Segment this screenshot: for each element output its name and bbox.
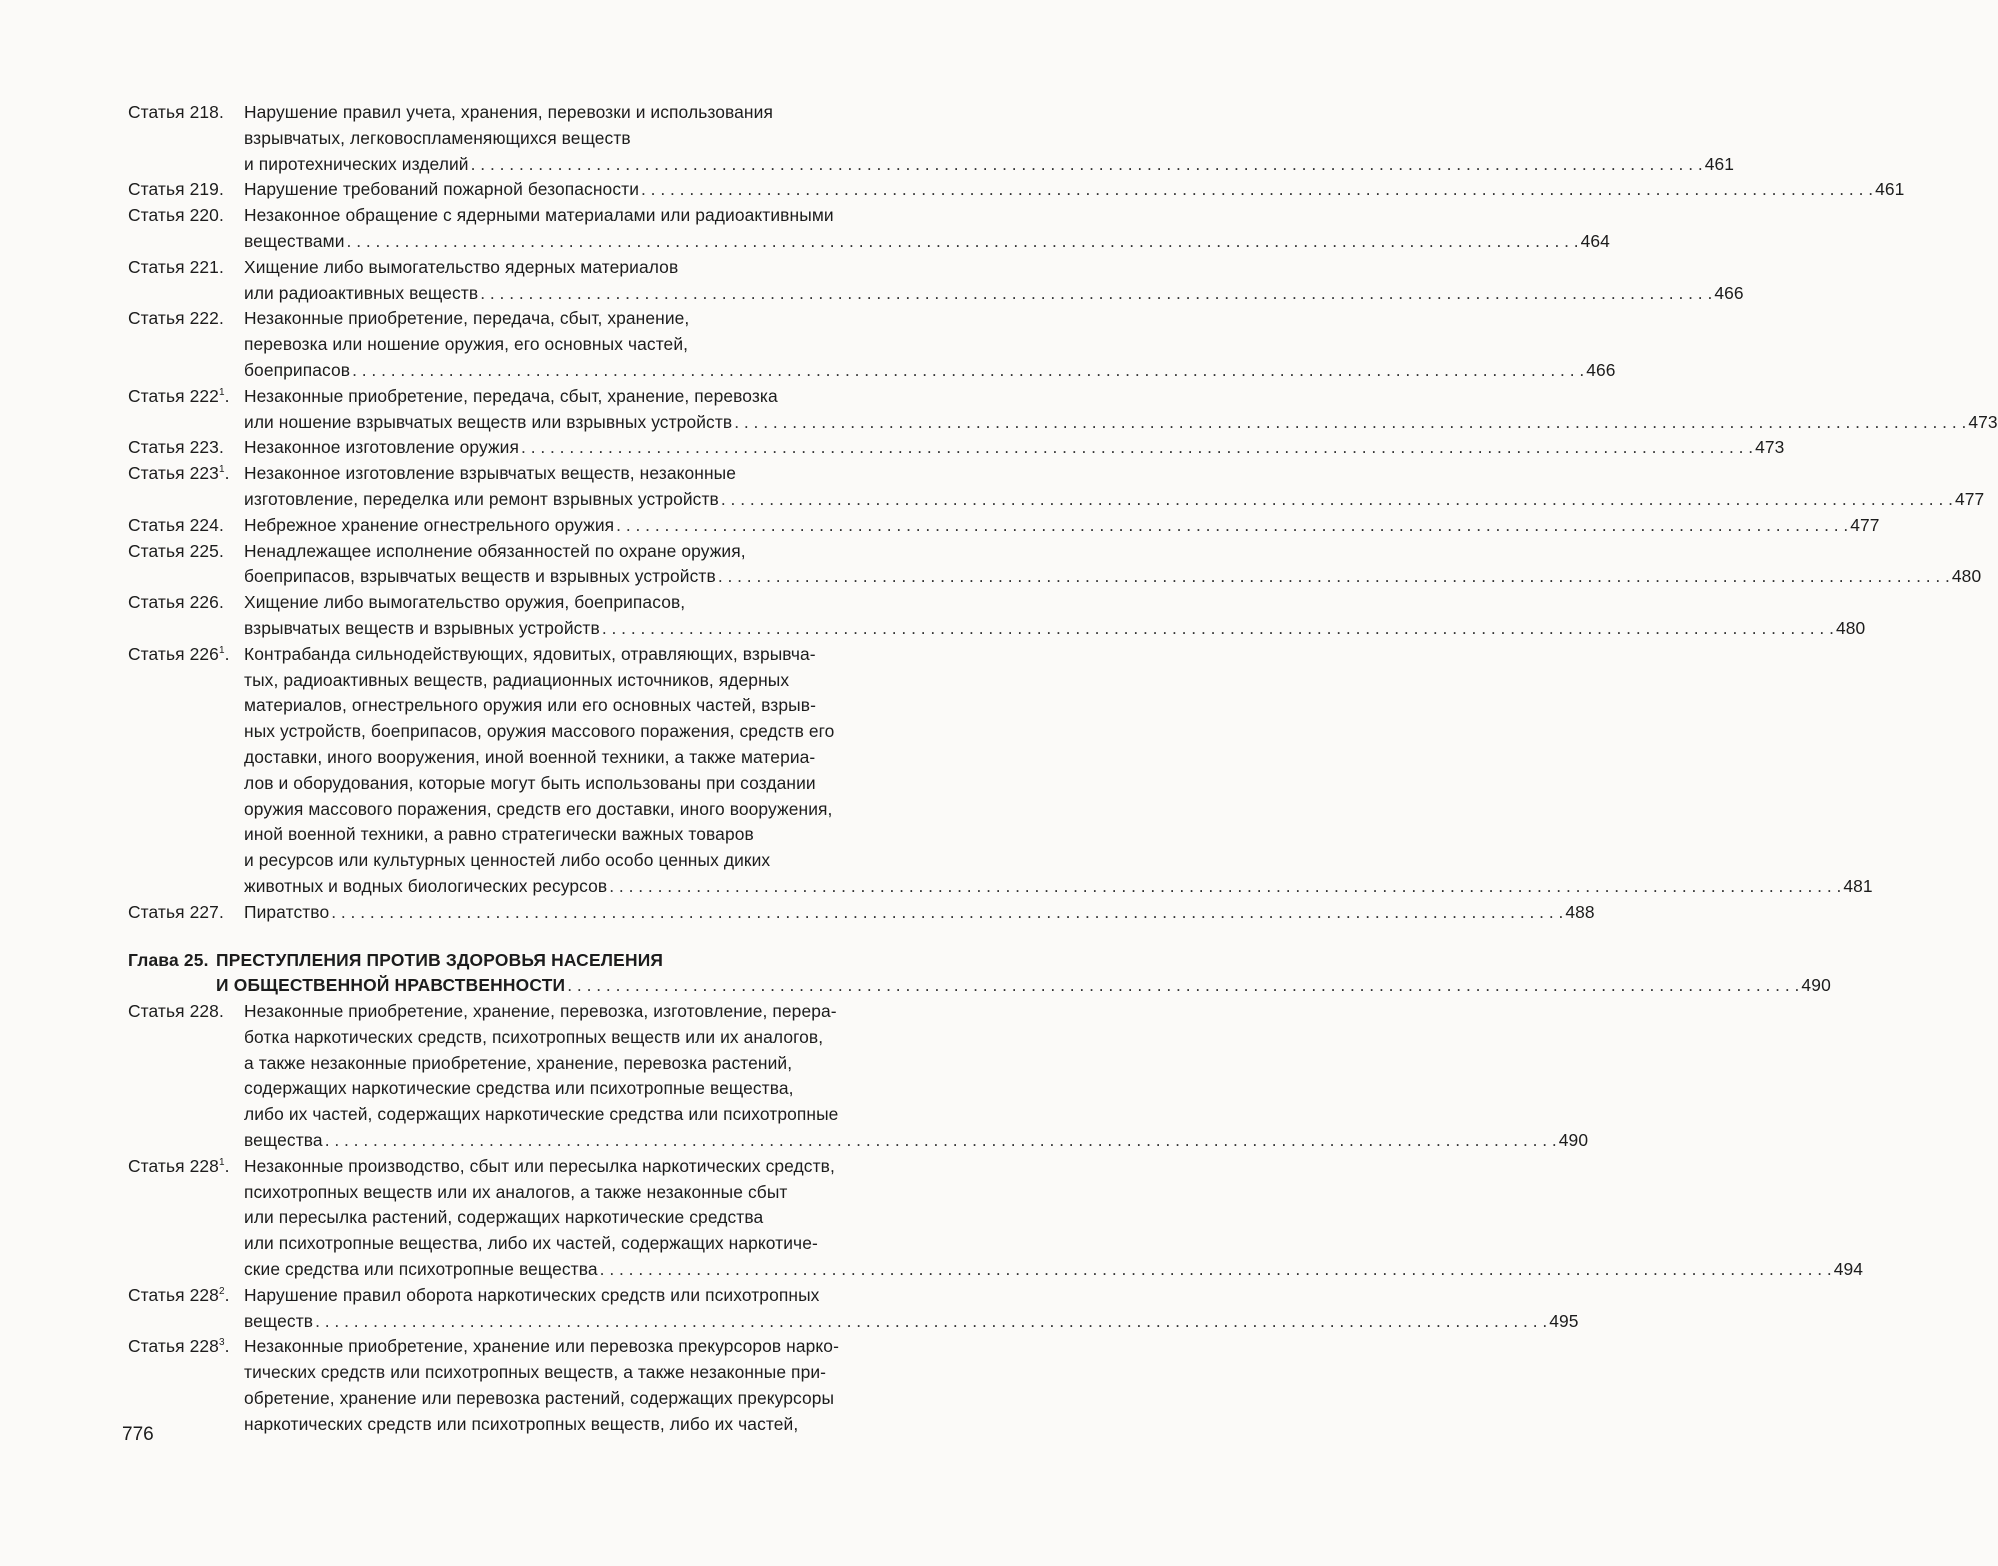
article-title — [244, 999, 1589, 1154]
folio-page-number: 776 — [122, 1424, 154, 1445]
toc-entry — [128, 513, 1880, 539]
article-number: 223 — [189, 437, 219, 458]
article-title-line: или пересылка растений, содержащих наркотические средства — [244, 1207, 764, 1228]
article-title-line: Хищение либо вымогательство оружия, боеприпасов, — [244, 592, 686, 613]
article-word: Статья — [128, 205, 185, 226]
article-word: Статья — [128, 463, 185, 484]
article-word: Статья — [128, 1155, 185, 1176]
article-label: Статья $226^1$. — [128, 642, 244, 900]
chapter-title-line: И ОБЩЕСТВЕННОЙ НРАВСТВЕННОСТИ — [216, 975, 566, 996]
dot-leader — [721, 487, 1953, 513]
article-title-line: веществами — [244, 230, 345, 251]
article-title — [244, 1283, 1579, 1335]
article-title-line: Незаконные приобретение, хранение, перевозка, изготовление, перера- — [244, 1001, 837, 1022]
article-title — [244, 590, 1866, 642]
article-title-line: Незаконные приобретение, передача, сбыт, хранение, перевозка — [244, 385, 778, 406]
article-number: 223 — [189, 463, 219, 484]
toc-entry — [128, 1154, 1864, 1283]
article-title-line: боеприпасов — [244, 359, 351, 380]
article-title — [244, 100, 1735, 177]
article-number-superscript: 1 — [218, 464, 225, 476]
article-title — [244, 1154, 1864, 1283]
article-number-superscript: 1 — [218, 1156, 225, 1168]
chapter-page-number: 490 — [1801, 975, 1831, 996]
article-title-line: и ресурсов или культурных ценностей либо особо ценных диких — [244, 850, 771, 871]
article-label: Статья 221. — [128, 255, 244, 307]
article-title-line: взрывчатых, легковоспламеняющихся веществ — [244, 127, 631, 148]
page-number: 488 — [1565, 901, 1595, 922]
article-title-line: перевозка или ношение оружия, его основных частей, — [244, 334, 689, 355]
article-word: Статья — [128, 1284, 185, 1305]
article-word: Статья — [128, 514, 185, 535]
article-title-line: Нарушение требований пожарной безопасности — [244, 179, 640, 200]
article-word: Статья — [128, 385, 185, 406]
article-title — [244, 513, 1880, 539]
toc-entry — [128, 100, 1735, 177]
article-title-line: Небрежное хранение огнестрельного оружия — [244, 514, 615, 535]
article-label: Статья 224. — [128, 513, 244, 539]
article-label: Статья 226. — [128, 590, 244, 642]
article-title — [244, 306, 1616, 383]
article-title — [244, 384, 1998, 436]
article-title — [244, 255, 1744, 307]
article-title-line: Незаконные приобретение, передача, сбыт, хранение, — [244, 308, 690, 329]
article-title-line: Незаконные приобретение, хранение или перевозка прекурсоров нарко- — [244, 1336, 839, 1357]
article-number-superscript: 1 — [218, 644, 225, 656]
page-number: 481 — [1843, 875, 1873, 896]
dot-leader — [616, 513, 1848, 539]
toc-entry — [128, 384, 1998, 436]
dot-leader — [471, 152, 1703, 178]
article-title-line: обретение, хранение или перевозка растений, содержащих прекурсоры — [244, 1388, 835, 1409]
article-number: 228 — [189, 1336, 219, 1357]
chapter-heading — [128, 948, 1831, 1000]
article-word: Статья — [128, 1336, 185, 1357]
dot-leader — [352, 358, 1584, 384]
article-label: Статья 220. — [128, 203, 244, 255]
article-label: Статья $223^1$. — [128, 461, 244, 513]
article-title-line: психотропных веществ или их аналогов, а также незаконные сбыт — [244, 1181, 788, 1202]
toc-entry — [128, 461, 1985, 513]
article-title-line: содержащих наркотические средства или психотропные вещества, — [244, 1078, 794, 1099]
article-title-line: боеприпасов, взрывчатых веществ и взрывных устройств — [244, 566, 716, 587]
article-label: Статья $228^2$. — [128, 1283, 244, 1335]
article-title-line: Незаконные производство, сбыт или пересылка наркотических средств, — [244, 1155, 835, 1176]
article-number: 220 — [189, 205, 219, 226]
page-number: 466 — [1714, 282, 1744, 303]
dot-leader — [331, 900, 1563, 926]
article-word: Статья — [128, 592, 185, 613]
article-title-line: и пиротехнических изделий — [244, 153, 469, 174]
toc-entry — [128, 539, 1982, 591]
article-number-superscript: 1 — [218, 386, 225, 398]
article-title — [244, 435, 1785, 461]
article-label: Статья $228^3$. — [128, 1334, 244, 1437]
article-title-line: или ношение взрывчатых веществ или взрывных устройств — [244, 411, 733, 432]
article-title-line: вещества — [244, 1130, 323, 1151]
chapter-label: Глава 25. — [128, 949, 209, 970]
article-title-line: наркотических средств или психотропных веществ, либо их частей, — [244, 1413, 799, 1434]
dot-leader — [718, 564, 1950, 590]
article-label: Статья 222. — [128, 306, 244, 383]
article-number: 228 — [189, 1284, 219, 1305]
article-title-line: оружия массового поражения, средств его доставки, иного вооружения, — [244, 798, 833, 819]
article-title — [244, 203, 1610, 255]
article-title-line: Контрабанда сильнодействующих, ядовитых, отравляющих, взрывча- — [244, 643, 816, 664]
toc-entry — [128, 590, 1866, 642]
article-title-line: Незаконное изготовление оружия — [244, 437, 520, 458]
article-title-line: материалов, огнестрельного оружия или его основных частей, взрыв- — [244, 695, 816, 716]
article-number: 224 — [189, 514, 219, 535]
article-title — [244, 642, 1873, 900]
page-number: 461 — [1704, 153, 1735, 174]
article-title-line: взрывчатых веществ и взрывных устройств — [244, 617, 600, 638]
dot-leader — [734, 410, 1966, 436]
page-number: 480 — [1951, 566, 1982, 587]
toc-group-chapter-24 — [128, 100, 1998, 926]
toc-entry — [128, 306, 1616, 383]
toc-entry — [128, 177, 1905, 203]
chapter-title-line: ПРЕСТУПЛЕНИЯ ПРОТИВ ЗДОРОВЬЯ НАСЕЛЕНИЯ — [216, 949, 664, 970]
toc-entry — [128, 642, 1873, 900]
article-title-line: Хищение либо вымогательство ядерных материалов — [244, 256, 679, 277]
article-word: Статья — [128, 102, 185, 122]
article-number: 222 — [189, 385, 219, 406]
article-number: 225 — [189, 540, 219, 561]
article-label: Статья 227. — [128, 900, 244, 926]
article-label: Статья 223. — [128, 435, 244, 461]
article-word: Статья — [128, 643, 185, 664]
toc-entry — [128, 255, 1744, 307]
article-number-superscript: 3 — [218, 1337, 225, 1349]
article-title-line: тических средств или психотропных веществ, а также незаконные при- — [244, 1362, 827, 1383]
page-number: 461 — [1875, 179, 1905, 200]
dot-leader — [600, 1257, 1832, 1283]
dot-leader — [602, 616, 1834, 642]
page-number: 477 — [1850, 514, 1880, 535]
article-label: Статья $228^1$. — [128, 1154, 244, 1283]
toc-entry — [128, 203, 1610, 255]
page-number: 494 — [1833, 1259, 1864, 1280]
article-label: Статья $222^1$. — [128, 384, 244, 436]
toc-entry — [128, 1334, 896, 1437]
article-word: Статья — [128, 437, 185, 458]
page-number: 473 — [1968, 411, 1998, 432]
article-title-line: животных и водных биологических ресурсов — [244, 875, 608, 896]
article-title — [244, 539, 1982, 591]
page-number: 473 — [1755, 437, 1785, 458]
article-word: Статья — [128, 256, 185, 277]
article-title-line: либо их частей, содержащих наркотические средства или психотропные — [244, 1104, 839, 1125]
dot-leader — [521, 435, 1753, 461]
article-number: 226 — [189, 643, 219, 664]
article-word: Статья — [128, 179, 185, 200]
article-title-line: Незаконное обращение с ядерными материалами или радиоактивными — [244, 205, 834, 226]
toc-entry — [128, 435, 1785, 461]
article-word: Статья — [128, 901, 185, 922]
article-word: Статья — [128, 1001, 185, 1022]
dot-leader — [567, 973, 1799, 999]
article-title — [244, 461, 1985, 513]
article-title-line: Незаконное изготовление взрывчатых веществ, незаконные — [244, 463, 737, 484]
article-number-superscript: 2 — [218, 1285, 225, 1297]
article-title-line: изготовление, переделка или ремонт взрывных устройств — [244, 488, 719, 509]
article-title-line: ские средства или психотропные вещества — [244, 1259, 598, 1280]
dot-leader — [480, 281, 1712, 307]
article-title-line: Ненадлежащее исполнение обязанностей по охране оружия, — [244, 540, 746, 561]
article-title-line: Нарушение правил оборота наркотических средств или психотропных — [244, 1284, 820, 1305]
article-title — [244, 1334, 896, 1437]
article-title — [244, 177, 1905, 203]
dot-leader — [325, 1128, 1557, 1154]
article-title-line: ботка наркотических средств, психотропных веществ или их аналогов, — [244, 1026, 824, 1047]
article-title-line: иной военной техники, а равно стратегически важных товаров — [244, 824, 754, 845]
article-title-line: тых, радиоактивных веществ, радиационных источников, ядерных — [244, 669, 790, 690]
article-label: Статья 219. — [128, 177, 244, 203]
article-number: 227 — [189, 901, 219, 922]
page-number: 490 — [1558, 1130, 1589, 1151]
article-number: 228 — [189, 1155, 219, 1176]
article-word: Статья — [128, 308, 185, 329]
page-number: 466 — [1586, 359, 1616, 380]
article-label: Статья 218. — [128, 100, 244, 177]
article-number: 228 — [189, 1001, 219, 1022]
page-number: 480 — [1835, 617, 1866, 638]
page-number: 495 — [1549, 1310, 1579, 1331]
dot-leader — [315, 1309, 1547, 1335]
article-title-line: Пиратство — [244, 901, 330, 922]
article-number: 226 — [189, 592, 219, 613]
article-title-line: доставки, иного вооружения, иной военной техники, а также материа- — [244, 746, 816, 767]
article-title-line: веществ — [244, 1310, 314, 1331]
dot-leader — [641, 177, 1873, 203]
article-number: 218 — [189, 102, 219, 122]
article-title-line: Нарушение правил учета, хранения, перевозки и использования — [244, 102, 773, 122]
toc-entry — [128, 999, 1589, 1154]
article-title-line: или психотропные вещества, либо их частей, содержащих наркотиче- — [244, 1233, 818, 1254]
article-title-line: лов и оборудования, которые могут быть использованы при создании — [244, 772, 816, 793]
dot-leader — [347, 229, 1579, 255]
article-title-line: а также незаконные приобретение, хранение, перевозка растений, — [244, 1052, 793, 1073]
article-number: 221 — [189, 256, 219, 277]
article-word: Статья — [128, 540, 185, 561]
article-title-line: ных устройств, боеприпасов, оружия массового поражения, средств его — [244, 721, 835, 742]
article-label: Статья 228. — [128, 999, 244, 1154]
page-number: 477 — [1954, 488, 1985, 509]
article-label: Статья 225. — [128, 539, 244, 591]
article-number: 219 — [189, 179, 219, 200]
toc-group-chapter-25 — [128, 999, 1864, 1438]
table-of-contents — [128, 100, 1998, 1438]
article-number: 222 — [189, 308, 219, 329]
toc-entry — [128, 900, 1595, 926]
dot-leader — [609, 874, 1841, 900]
toc-entry — [128, 1283, 1579, 1335]
article-title — [244, 900, 1595, 926]
article-title-line: или радиоактивных веществ — [244, 282, 479, 303]
page-number: 464 — [1580, 230, 1610, 251]
